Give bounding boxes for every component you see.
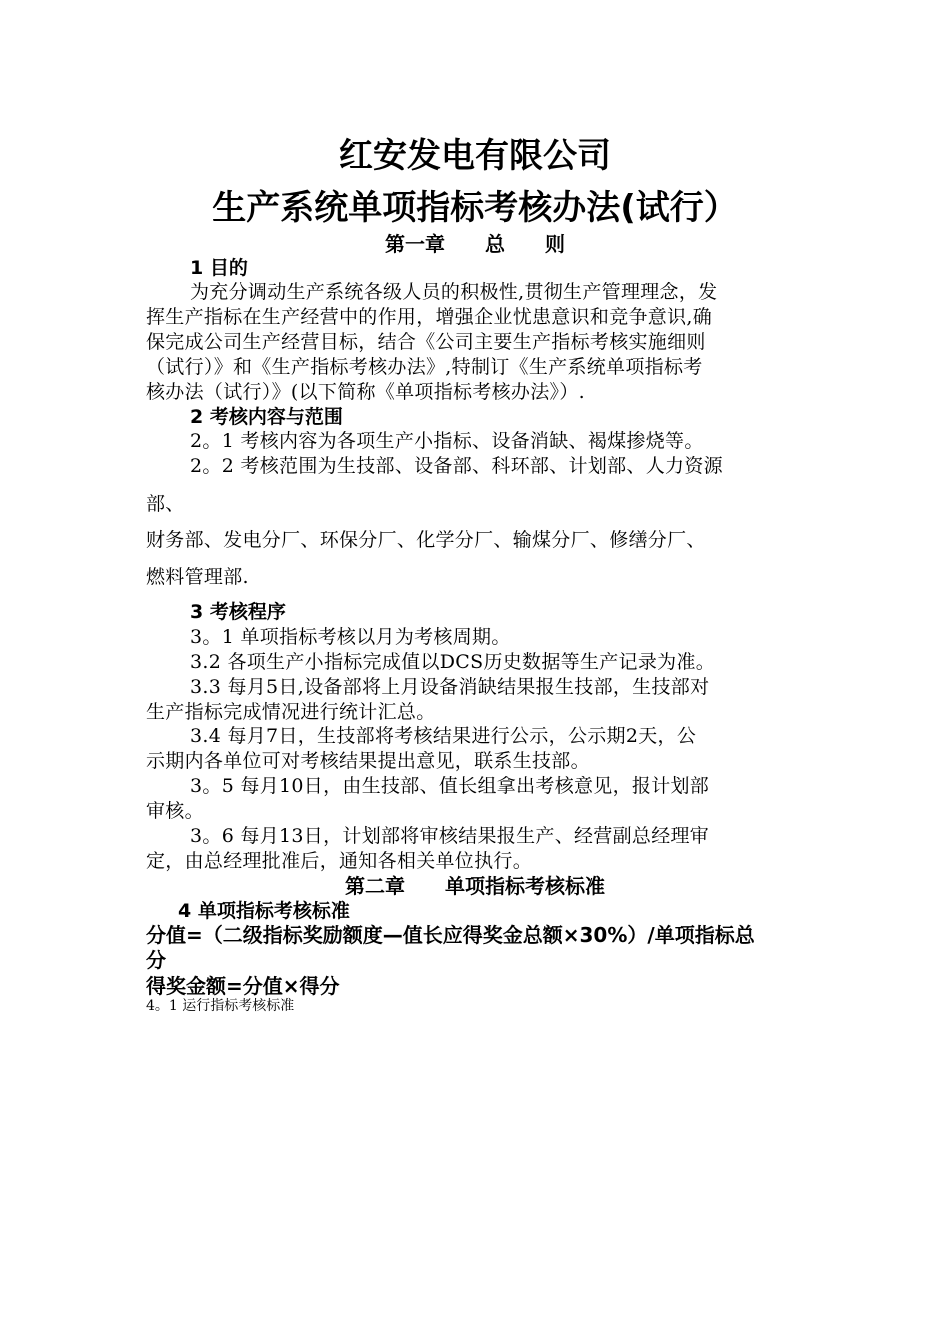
formula-score-value: 分值=（二级指标奖励额度—值长应得奖金总额×30%）/单项指标总: [146, 923, 755, 947]
section-1-line: （试行）》和《生产指标考核办法》,特制订《生产系统单项指标考: [146, 356, 703, 378]
section-3-4-line: 示期内各单位可对考核结果提出意见，联系生技部。: [146, 750, 590, 772]
document-title: 生产系统单项指标考核办法(试行）: [212, 188, 738, 228]
formula-score-value-cont: 分: [146, 948, 166, 972]
section-1-line: 核办法（试行）》(以下简称《单项指标考核办法》）.: [146, 381, 585, 403]
section-3-5-line: 审核。: [146, 800, 204, 822]
section-1-line: 保完成公司生产经营目标，结合《公司主要生产指标考核实施细则: [146, 331, 706, 353]
formula-bonus-amount: 得奖金额=分值×得分: [146, 974, 340, 998]
section-3-3-line: 生产指标完成情况进行统计汇总。: [146, 701, 436, 723]
section-2-2-line: 燃料管理部.: [146, 566, 249, 588]
section-1-heading: 1 目的: [190, 257, 248, 279]
section-3-1-text: 3。1 单项指标考核以月为考核周期。: [190, 626, 511, 648]
section-3-heading: 3 考核程序: [190, 601, 286, 623]
section-2-1-text: 2。1 考核内容为各项生产小指标、设备消缺、褐煤掺烧等。: [190, 430, 704, 452]
section-2-2-line: 财务部、发电分厂、环保分厂、化学分厂、输煤分厂、修缮分厂、: [146, 529, 706, 551]
section-2-2-line: 部、: [146, 493, 185, 515]
chapter-1-heading: 第一章 总 则: [385, 232, 565, 256]
section-3-6-line: 3。6 每月13日，计划部将审核结果报生产、经营副总经理审: [190, 825, 710, 847]
section-3-3-line: 3.3 每月5日,设备部将上月设备消缺结果报生技部，生技部对: [190, 676, 710, 698]
section-2-2-line: 2。2 考核范围为生技部、设备部、科环部、计划部、人力资源: [190, 455, 723, 477]
section-2-heading: 2 考核内容与范围: [190, 406, 343, 428]
section-3-2-text: 3.2 各项生产小指标完成值以DCS历史数据等生产记录为准。: [190, 651, 716, 673]
section-1-line: 为充分调动生产系统各级人员的积极性,贯彻生产管理理念，发: [190, 281, 718, 303]
section-4-heading: 4 单项指标考核标准: [178, 900, 350, 922]
section-3-6-line: 定，由总经理批准后，通知各相关单位执行。: [146, 850, 533, 872]
chapter-2-heading: 第二章 单项指标考核标准: [345, 874, 605, 898]
company-title: 红安发电有限公司: [339, 136, 611, 176]
section-4-1-heading: 4。1 运行指标考核标准: [146, 998, 295, 1014]
section-1-line: 挥生产指标在生产经营中的作用，增强企业忧患意识和竞争意识,确: [146, 306, 713, 328]
section-3-5-line: 3。5 每月10日，由生技部、值长组拿出考核意见，报计划部: [190, 775, 710, 797]
section-3-4-line: 3.4 每月7日，生技部将考核结果进行公示，公示期2天，公: [190, 725, 697, 747]
